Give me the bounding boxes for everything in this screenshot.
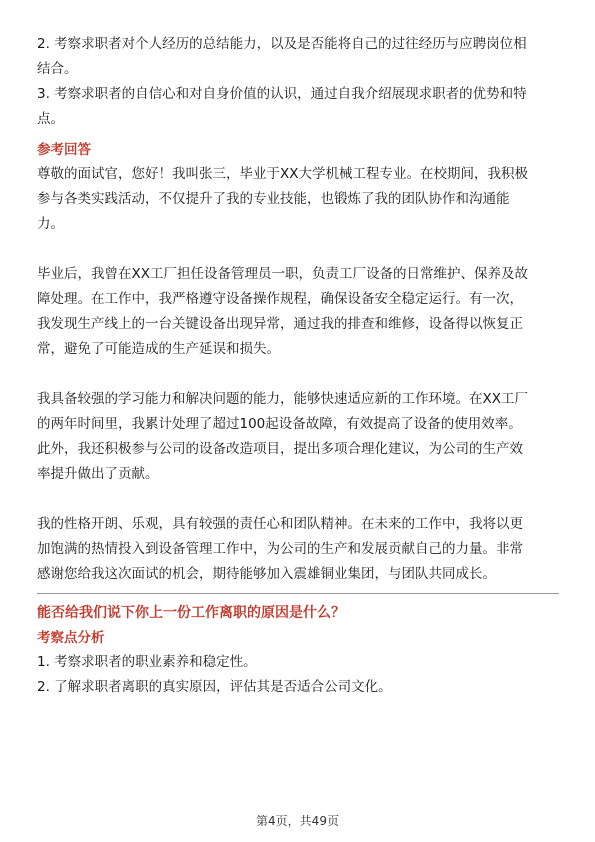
text-line: 结合。	[37, 61, 78, 77]
text-line: 的两年时间里，我累计处理了超过100起设备故障，有效提高了设备的使用效率。	[37, 416, 522, 432]
text-line: 尊敬的面试官，您好！我叫张三，毕业于XX大学机械工程专业。在校期间，我积极	[37, 166, 528, 182]
text-line: 参与各类实践活动，不仅提升了我的专业技能，也锻炼了我的团队协作和沟通能	[37, 191, 510, 207]
page-footer: 第4页，共49页	[256, 814, 339, 828]
question-heading: 能否给我们说下你上一份工作离职的原因是什么？	[37, 605, 345, 621]
answer-heading: 参考回答	[37, 142, 91, 158]
answer-paragraph	[37, 512, 559, 587]
answer-paragraph	[37, 262, 559, 362]
text-line: 力。	[37, 216, 64, 232]
text-line: 3. 考察求职者的自信心和对自身价值的认识，通过自我介绍展现求职者的优势和特	[37, 86, 527, 102]
text-line: 感谢您给我这次面试的机会，期待能够加入震雄铜业集团，与团队共同成长。	[37, 566, 496, 582]
paragraph-gap	[37, 237, 559, 262]
text-line: 毕业后，我曾在XX工厂担任设备管理员一职，负责工厂设备的日常维护、保养及故	[37, 266, 528, 282]
divider	[37, 593, 559, 594]
answer-paragraph	[37, 387, 559, 487]
text-line: 率提升做出了贡献。	[37, 466, 159, 482]
text-line: 加饱满的热情投入到设备管理工作中，为公司的生产和发展贡献自己的力量。非常	[37, 541, 523, 557]
page-content	[37, 32, 559, 700]
text-line: 我的性格开朗、乐观，具有较强的责任心和团队精神。在未来的工作中，我将以更	[37, 516, 523, 532]
paragraph-gap	[37, 487, 559, 512]
intro-points	[37, 32, 559, 132]
text-line: 障处理。在工作中，我严格遵守设备操作规程，确保设备安全稳定运行。有一次，	[37, 291, 523, 307]
text-line: 常，避免了可能造成的生产延误和损失。	[37, 341, 280, 357]
answer-paragraph	[37, 162, 559, 237]
text-line: 此外，我还积极参与公司的设备改造项目，提出多项合理化建议，为公司的生产效	[37, 441, 523, 457]
analysis-point: 2. 了解求职者离职的真实原因，评估其是否适合公司文化。	[37, 679, 392, 695]
intro-point	[37, 82, 559, 132]
text-line: 点。	[37, 111, 64, 127]
analysis-heading: 考察点分析	[37, 630, 105, 646]
analysis-point: 1. 考察求职者的职业素养和稳定性。	[37, 654, 257, 670]
text-line: 我发现生产线上的一台关键设备出现异常，通过我的排查和维修，设备得以恢复正	[37, 316, 523, 332]
intro-point	[37, 32, 559, 82]
text-line: 2. 考察求职者对个人经历的总结能力，以及是否能将自己的过往经历与应聘岗位相	[37, 36, 527, 52]
paragraph-gap	[37, 362, 559, 387]
text-line: 我具备较强的学习能力和解决问题的能力，能够快速适应新的工作环境。在XX工厂	[37, 391, 528, 407]
